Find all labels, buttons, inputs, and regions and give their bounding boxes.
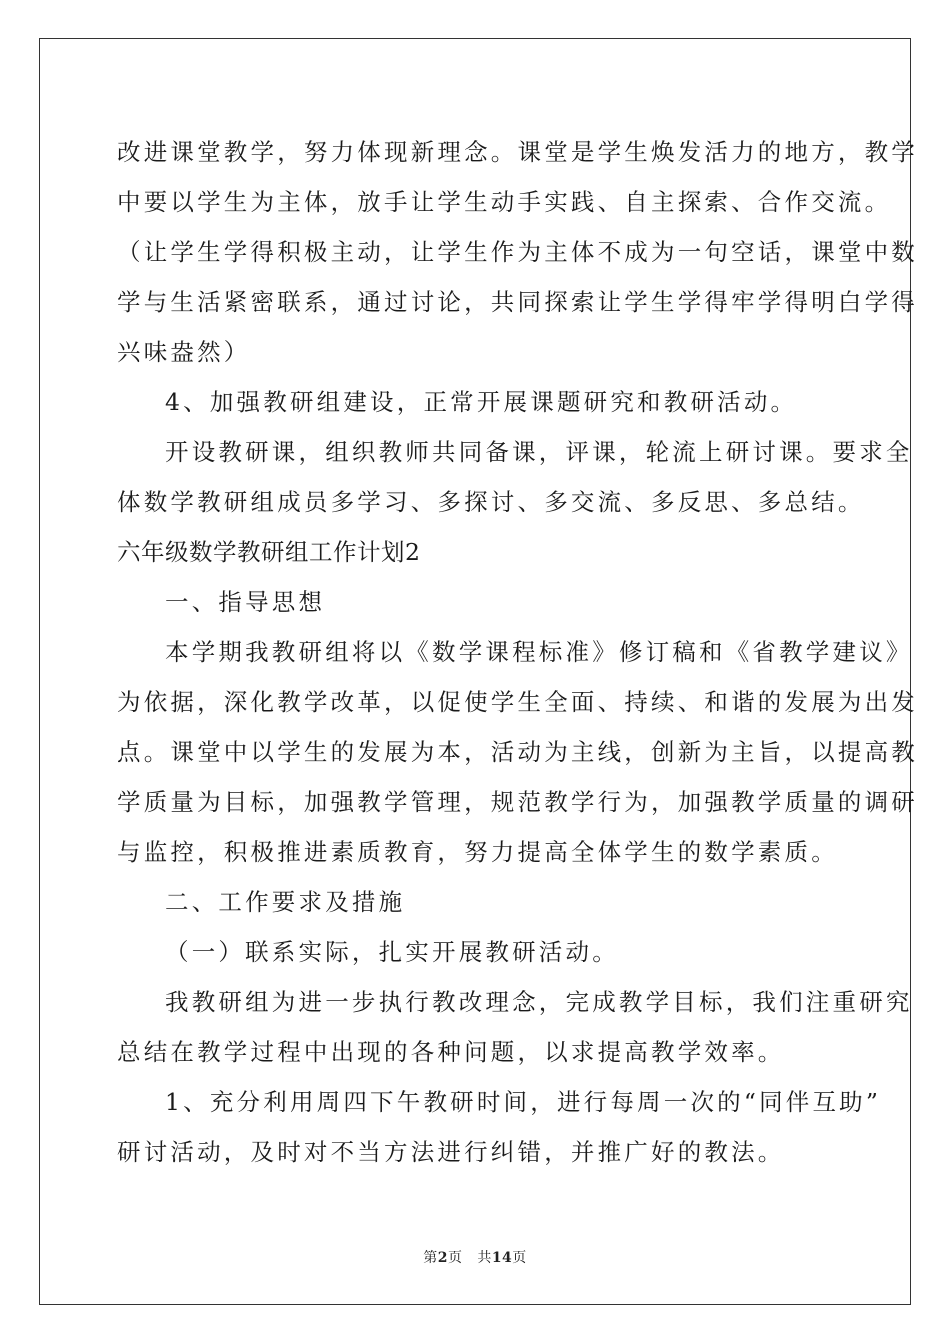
total-pages: 14	[491, 1250, 513, 1266]
document-body	[117, 127, 918, 1177]
paragraph-line: （让学生学得积极主动，让学生作为主体不成为一句空话，课堂中数	[117, 238, 918, 266]
paragraph-line: 为依据，深化教学改革，以促使学生全面、持续、和谐的发展为出发	[117, 688, 918, 716]
paragraph-line: 中要以学生为主体，放手让学生动手实践、自主探索、合作交流。	[117, 188, 892, 216]
paragraph-line: 改进课堂教学，努力体现新理念。课堂是学生焕发活力的地方，教学	[117, 138, 918, 166]
footer-total-prefix: 共	[477, 1250, 492, 1266]
footer-prefix: 第	[423, 1250, 438, 1266]
subheading: （一）联系实际，扎实开展教研活动。	[165, 938, 619, 966]
paragraph-line: 学质量为目标，加强教学管理，规范教学行为，加强教学质量的调研	[117, 788, 918, 816]
section-title: 六年级数学教研组工作计划2	[117, 538, 421, 566]
list-item-heading: 4、加强教研组建设，正常开展课题研究和教研活动。	[165, 388, 798, 416]
subheading: 一、指导思想	[165, 588, 326, 616]
paragraph-line: 我教研组为进一步执行教改理念，完成教学目标，我们注重研究	[165, 988, 913, 1016]
paragraph-line: 兴味盎然）	[117, 338, 251, 366]
paragraph-line: 研讨活动，及时对不当方法进行纠错，并推广好的教法。	[117, 1138, 785, 1166]
paragraph-line: 点。课堂中以学生的发展为本，活动为主线，创新为主旨，以提高教	[117, 738, 918, 766]
paragraph-line: 体数学教研组成员多学习、多探讨、多交流、多反思、多总结。	[117, 488, 865, 516]
paragraph-line: 1、充分利用周四下午教研时间，进行每周一次的“同伴互助”	[165, 1088, 882, 1116]
page-number: 2	[437, 1250, 448, 1266]
page-footer	[0, 1247, 950, 1267]
paragraph-line: 与监控，积极推进素质教育，努力提高全体学生的数学素质。	[117, 838, 838, 866]
subheading: 二、工作要求及措施	[165, 888, 406, 916]
footer-page-suffix: 页	[447, 1250, 463, 1266]
paragraph-line: 开设教研课，组织教师共同备课，评课，轮流上研讨课。要求全	[165, 438, 913, 466]
footer-total-suffix: 页	[512, 1250, 527, 1266]
paragraph-line: 本学期我教研组将以《数学课程标准》修订稿和《省教学建议》	[165, 638, 913, 666]
paragraph-line: 学与生活紧密联系，通过讨论，共同探索让学生学得牢学得明白学得	[117, 288, 918, 316]
paragraph-line: 总结在教学过程中出现的各种问题，以求提高教学效率。	[117, 1038, 785, 1066]
